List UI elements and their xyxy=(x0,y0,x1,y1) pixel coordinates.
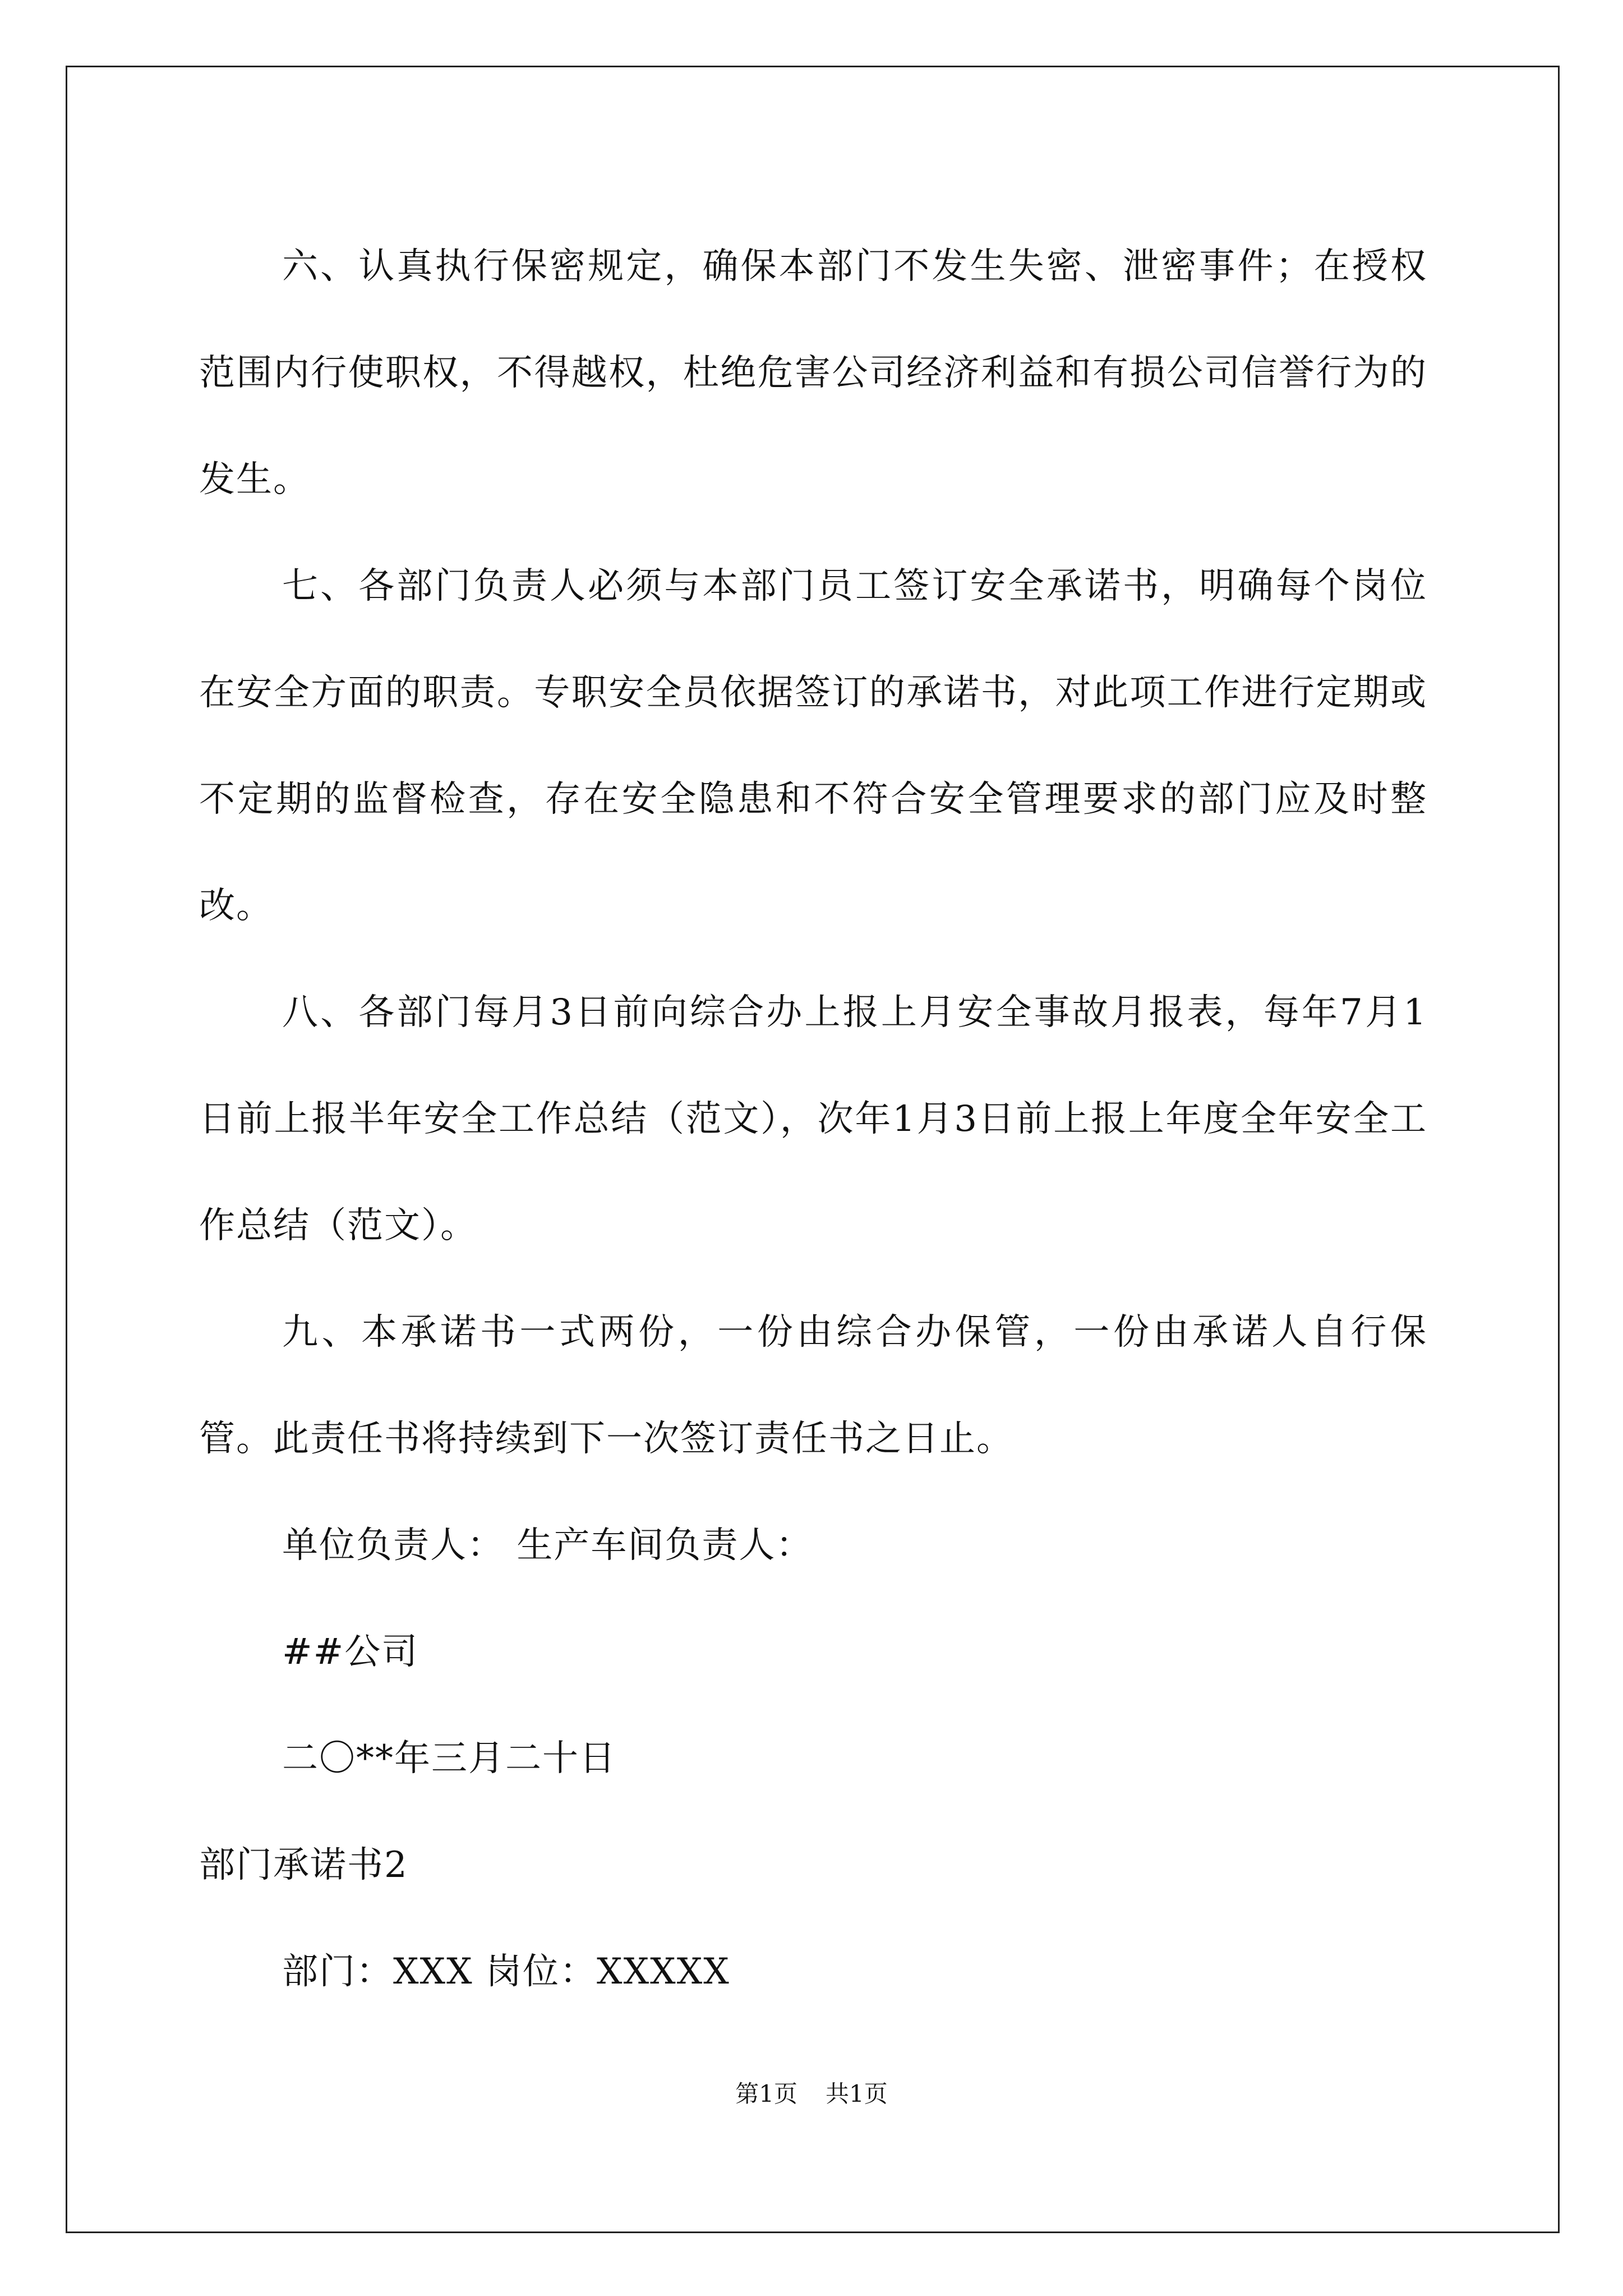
company-name: ##公司 xyxy=(282,1631,419,1673)
paragraph-7: 七、各部门负责人必须与本部门员工签订安全承诺书，明确每个岗位在安全方面的职责。专职安全员依据签订的承诺书，对此项工作进行定期或不定期的监督检查，存在安全隐患和不符合安全管理要求的部门应及时整改。 xyxy=(199,565,1427,927)
signature-line: 单位负责人： 生产车间负责人： xyxy=(282,1525,813,1566)
page-footer xyxy=(0,2076,1623,2109)
document-body xyxy=(199,213,1427,2025)
paragraph-6: 六、认真执行保密规定，确保本部门不发生失密、泄密事件；在授权范围内行使职权，不得越权，杜绝危害公司经济利益和有损公司信誉行为的发生。 xyxy=(199,246,1427,500)
page-number: 第1页 xyxy=(735,2080,797,2108)
department-position-line: 部门：XXX 岗位：XXXXX xyxy=(282,1951,730,1993)
paragraph-9: 九、本承诺书一式两份，一份由综合办保管，一份由承诺人自行保管。此责任书将持续到下一次签订责任书之日止。 xyxy=(199,1312,1427,1460)
date-line: 二〇**年三月二十日 xyxy=(282,1738,616,1779)
page-total: 共1页 xyxy=(826,2080,888,2108)
section-title: 部门承诺书2 xyxy=(199,1844,408,1886)
paragraph-8: 八、各部门每月3日前向综合办上报上月安全事故月报表，每年7月1日前上报半年安全工作总结（范文），次年1月3日前上报上年度全年安全工作总结（范文）。 xyxy=(199,992,1427,1246)
